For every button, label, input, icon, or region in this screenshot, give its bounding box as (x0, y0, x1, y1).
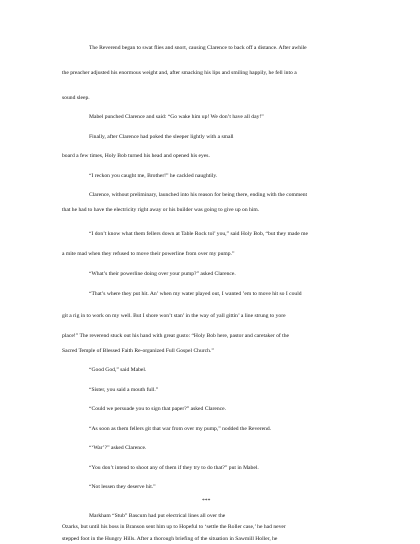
text-line: “Not lessen they deserve hit.” (89, 484, 156, 490)
text-line: “I don’t know what them fellers down at Table Rock tol’ you,” said Holy Bob, “but they made me (89, 231, 308, 237)
text-line: Markham “Stub” Bascum had put electrical lines all over the (89, 513, 226, 519)
text-line: Ozarks, but until his boss in Branson sent him up to Hopeful to ‘settle the Roller case,’ he had never (62, 524, 286, 530)
text-line: stepped foot in the Hungry Hills. After a thorough briefing of the situation in Sawmill Holler, he (62, 536, 278, 542)
text-line: “‘War’?” asked Clarence. (89, 445, 147, 451)
text-line: that he had to have the electricity right away or his builder was going to give up on him. (62, 207, 260, 213)
text-line: the preacher adjusted his enormous weight and, after smacking his lips and smiling happily, he fell into a (62, 70, 297, 76)
text-line: “What’s their powerline doing over your pump?” asked Clarence. (89, 271, 236, 277)
text-line: “Good God,” said Mabel. (89, 367, 147, 373)
text-line: Clarence, without preliminary, launched into his reason for being there, ending with the comment (89, 192, 308, 198)
text-line: board a few times, Holy Bob turned his head and opened his eyes. (62, 153, 210, 159)
text-line: “Sister, you said a mouth full.” (89, 387, 159, 393)
text-line: Finally, after Clarence had poked the sleeper lightly with a small (89, 134, 234, 140)
text-line: a mite mad when they refused to move their powerline from over my pump.” (62, 251, 235, 257)
text-line: place!” The reverend stuck out his hand with great gusto: “Holy Bob here, pastor and caretaker of the (62, 333, 289, 339)
text-line: “That’s where they put hit. An’ when my water played out, I wanted ’em to move hit so I could (89, 291, 302, 297)
text-line: “As soon as them fellers git that war from over my pump,” nodded the Reverend. (89, 426, 272, 432)
text-line: Sacred Temple of Blessed Faith Re-organized Full Gospel Church.” (62, 348, 214, 354)
text-line: sound sleep. (62, 95, 90, 101)
text-line: “I reckon you caught me, Brother!” he cackled naughtily. (89, 173, 218, 179)
text-line: git a rig in to work on my well. But I shore won’t stan’ in the way of yall gittin’ a line strung to yore (62, 313, 286, 319)
text-line: The Reverend began to swat flies and snort, causing Clarence to back off a distance. After awhile (89, 45, 307, 51)
text-line: “Could we persuade you to sign that paper?” asked Clarence. (89, 406, 226, 412)
text-line: Mabel punched Clarence and said: “Go wake him up! We don’t have all day!” (89, 114, 264, 120)
text-line: “You don’t intend to shoot any of them if they try to do that?” put in Mabel. (89, 465, 259, 471)
section-break: *** (202, 498, 211, 504)
